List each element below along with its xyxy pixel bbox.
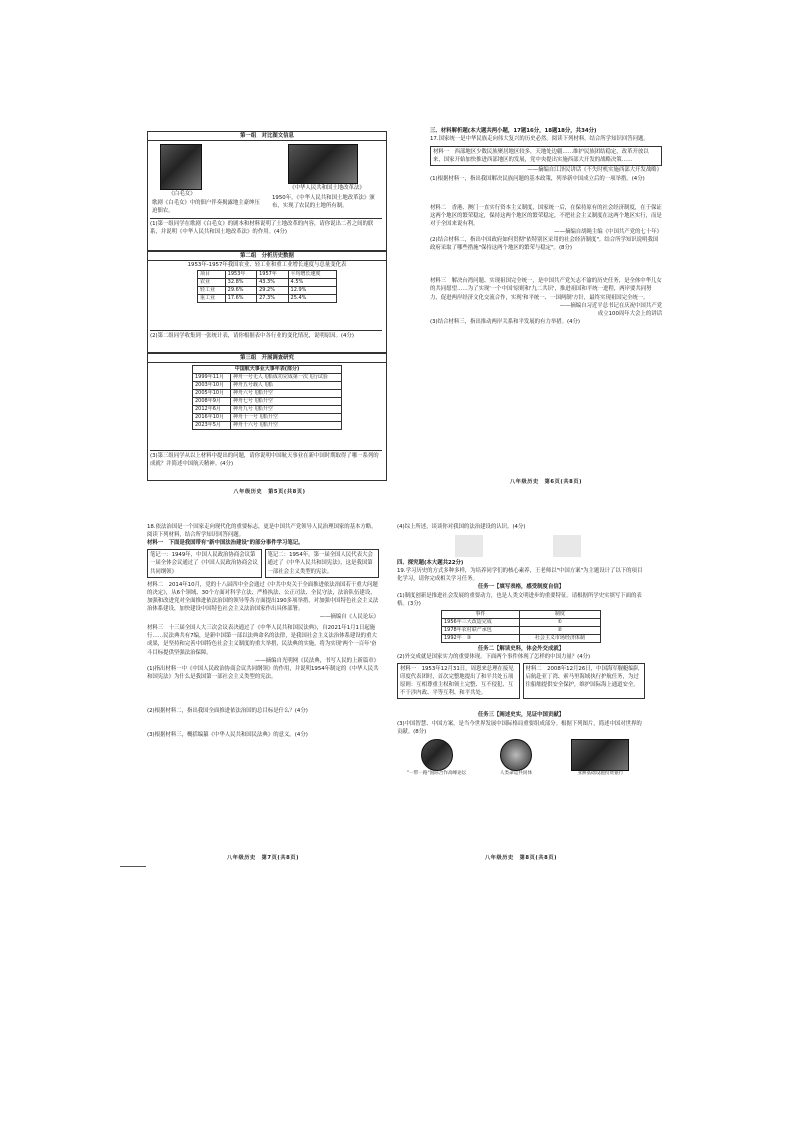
material-1-title: 材料一 下面是我国带有"新中国法治建设"的部分事件学习笔记。 [147, 540, 304, 547]
table-cell: 17.6% [225, 295, 256, 303]
page-6-footer: 八年级历史 第6页(共8页) [509, 479, 583, 486]
material-3-source-1: ——摘编自习近平总书记在庆祝中国共产党 [559, 302, 662, 309]
page-5-footer: 八年级历史 第5页(共8页) [233, 489, 306, 496]
img2-caption: 《中华人民共和国土地改革法》 [289, 185, 365, 191]
question-19: 19.学习历史的方式多种多样，为培养同学们的核心素养，王老师以"中国方案"为主题设计了以下的项目化学习，请你完成相关学习任务。 [397, 568, 643, 583]
belt-road-picture [407, 739, 467, 778]
table-row [193, 422, 342, 430]
material-3-source-2: 成立100周年大会上的讲话 [597, 310, 662, 317]
question-18-1: (1)指出材料一中《中国人民政治协商会议共同纲领》的作用，并说明1954年制定的《中华人民共和国宪法》为什么是我国第一部社会主义类型的宪法。 [147, 665, 379, 680]
table-row [198, 295, 337, 303]
table-header-row [193, 366, 342, 374]
table-cell: 1992年 ③ [442, 634, 520, 642]
table-cell: 32.8% [225, 279, 256, 287]
baimaonu-photo [160, 144, 202, 190]
note-2: 笔记二：1954年，第一届全国人民代表大会通过了《中华人民共和国宪法》，这是我国第一部社会主义类型的宪法。 [265, 549, 380, 577]
table-cell: 轻工业 [198, 287, 226, 295]
section-3-heading: 三、材料解析题(本大题共两小题，17题16分，18题18分，共34分) [430, 128, 597, 134]
table-row [442, 626, 601, 634]
diplomacy-materials [397, 663, 645, 699]
question-17-1: (1)根据材料一，指出我国解决民族问题的基本政策，列举新中国成立后的一项举措。(4分) [430, 175, 645, 182]
table-cell: 神舟六号飞船升空 [230, 390, 341, 398]
table-header-row [198, 271, 337, 279]
group3-box [147, 353, 387, 481]
table-cell: 2008年9月 [193, 398, 231, 406]
table-header-cell: 1953年 [225, 271, 256, 279]
task-2-title: 任务二【解读史料，体会外交成就】 [477, 645, 565, 652]
table-cell: 2016年10月 [193, 414, 231, 422]
img1-note: 歌剧《白毛女》中的佃户伴奏揭露地主豪绅压迫佃农。 [152, 200, 260, 215]
land-reform-photo [288, 144, 358, 184]
group2-title: 第二组 分析历史数据 [148, 252, 386, 261]
table-header-cell: 事件 [442, 610, 520, 618]
page-7-footer: 八年级历史 第7页(共8页) [226, 855, 300, 862]
table-cell: ① [519, 618, 600, 626]
faded-image-right [553, 535, 581, 557]
picture-caption-3: 亚洲基础设施投资银行 [577, 770, 624, 776]
question-18: 18.依法治国是一个国家走向现代化的重要标志，更是中国共产党领导人民治理国家的基本方略。阅读下列材料，结合所学知识回答问题。 [147, 524, 377, 539]
table-cell: 神舟五号载人飞船 [230, 382, 341, 390]
table-header-cell: 制度 [519, 610, 600, 618]
page-5 [147, 127, 392, 497]
question-18-4: (4)综上所述，谈谈你对我国的法治建设的认识。(4分) [397, 524, 526, 530]
scan-mark [120, 866, 146, 867]
table-cell: 29.6% [225, 287, 256, 295]
table-cell: 4.5% [288, 279, 336, 287]
table-row [442, 634, 601, 642]
table-row [193, 374, 342, 382]
question-19-1: (1)制度创新是推进社会发展的重要动力，也是人类文明进步的重要特征。请根据所学史实填写下面的表格。(3分) [397, 592, 642, 607]
material-1: 材料一 西部地区少数民族聚居地区较多，天地处边疆……维护民族团结稳定，改革开放以来，国家开始加快推进西部地区的发展，党中央提出实施西部大开发的战略决策…… [433, 149, 649, 164]
table-row [193, 390, 342, 398]
aiib-building-photo [571, 739, 629, 771]
note-1: 笔记一：1949年，中国人民政治协商会议第一届全体会议通过了《中国人民政治协商会议共同纲领》 [147, 549, 262, 577]
page-6 [430, 127, 662, 487]
question-3: (3)第三组同学从以上材料中提出的问题，请你说明中国航天事业在新中国时期取得了哪一系列的成就？并简述中国航天精神。(4分) [150, 450, 382, 468]
material-2: 材料二 2014年10月，党的十八届四中全会通过《中共中央关于全面推进依法治国若干重大问题的决定》，从6个领域、30个方面对科学立法、严格执法、公正司法、全民守法，法治队伍建设，加强和改进党对全面推进依法治国的领导等各方面提出190多项举措，对加强中国特色社会主义法治体系建设，加快建设中国特色社会主义法治国家作出具体部署。 [147, 581, 379, 612]
material-3: 材料三 十三届全国人大三次会议表决通过了《中华人民共和国民法典》，自2021年1月1日起施行……民法典共有7编，是新中国第一部以法典命名的法律，是我国社会主义法治体系建设的重大成果，是坚持和完善中国特色社会主义制度的重大举措，民法典的实施，将为实现'两个一百年'奋斗目标提供坚强法治保障。 [147, 625, 377, 656]
table-cell: 2012年6月 [193, 406, 231, 414]
material-1-source: ——摘编自江泽民讲话《不失时机实施西部大开发战略》 [527, 167, 662, 174]
table-cell: 社会主义市场经济体制 [519, 634, 600, 642]
table-cell: 2005年10月 [193, 390, 231, 398]
belt-road-logo-icon [421, 739, 453, 771]
table-cell: 1956年三大改造完成 [442, 618, 520, 626]
img2-note: 1950年，《中华人民共和国土地改革法》颁布，实现了农民的土地所有制。 [272, 195, 375, 210]
notes-row [147, 549, 379, 577]
table-cell: 神舟七号飞船升空 [230, 398, 341, 406]
faded-image-left [455, 535, 483, 557]
question-17: 17.国家统一是中华民族走向伟大复兴的历史必然。阅读下列材料，结合所学知识回答问题。 [430, 136, 649, 143]
material-2-source: ——摘编自《人民论坛》 [319, 614, 379, 621]
question-17-2: (2)结合材料二，指出中国政府如何贯彻"依特别区采用的社会经济制度"。结合所学知识说明我国政府采取了哪些措施"保持这两个地区的繁荣与稳定"。(8分) [430, 237, 659, 252]
question-19-3: (3)中国智慧、中国方案，是当今世界发展中国际格局重要组成部分。根据下列图片，简述中国对世界的贡献。(8分) [397, 720, 642, 735]
table-cell: 1978年农村联产承包 [442, 626, 520, 634]
table-cell: 43.3% [257, 279, 288, 287]
table-cell: 12.9% [288, 287, 336, 295]
table-row [193, 414, 342, 422]
space-timeline-table [192, 365, 342, 430]
question-1: (1)第一组同学在歌剧《白毛女》的剧本和材料说明了土地改革的内容，请你说出二者之间的联系，并说明《中华人民共和国土地改革法》的作用。(4分) [150, 218, 382, 236]
growth-table [197, 270, 337, 303]
table-row [193, 406, 342, 414]
table-row [442, 618, 601, 626]
group1-box [147, 131, 387, 251]
table-caption: 1953年-1957年我国农业、轻工业和重工业增长速度与总量变化表 [187, 262, 347, 269]
table-cell: 神舟九号飞船升空 [230, 406, 341, 414]
img1-caption: 《白毛女》 [168, 191, 196, 197]
table-cell: 重工业 [198, 295, 226, 303]
table-row [198, 287, 337, 295]
page-8 [397, 523, 645, 863]
table-cell: 29.2% [257, 287, 288, 295]
question-18-3: (3)根据材料三，概括编纂《中华人民共和国民法典》的意义。(4分) [147, 732, 308, 739]
section-4-heading: 四、探究题(本大题共22分) [397, 560, 464, 567]
material-1-box [430, 146, 662, 166]
table-cell: 神舟十一号飞船升空 [230, 414, 341, 422]
table-cell: 2023年5月 [193, 422, 231, 430]
table-cell: 27.3% [257, 295, 288, 303]
question-17-3: (3)结合材料三，指出推动两岸关系和平发展的有力举措。(4分) [430, 318, 581, 325]
picture-caption-1: "一带一路"国际合作高峰论坛 [406, 770, 467, 776]
table-cell: 农业 [198, 279, 226, 287]
table-cell: 2003年10月 [193, 382, 231, 390]
table-cell: ② [519, 626, 600, 634]
material-3-source: ——摘编自光明网《民法典，书写人民的上新篇章》 [255, 657, 379, 664]
group3-title: 第三组 开展调查研究 [148, 354, 386, 363]
table-cell: 神舟十六号飞船升空 [230, 422, 341, 430]
community-picture [486, 739, 546, 778]
question-18-2: (2)根据材料二，指出我国全面推进依法治国的总目标是什么？(4分) [147, 707, 308, 714]
table-header-row [442, 610, 601, 618]
material-2-source: ——摘编自胡绳主编《中国共产党的七十年》 [554, 228, 662, 235]
diplomacy-material-2: 材料二 2008年12月26日，中国海军舰艇编队启航赴亚丁湾、索马里海域执行护航任务，为过往船舶提供安全保护，维护国际海上通道安全。 [523, 663, 646, 699]
table-cell: 神舟一号无人飞船成功完成第一次飞行试验 [230, 374, 341, 382]
diplomacy-material-1: 材料一 1953年12月31日，周恩来总理在接见印度代表团时，首次完整地提出了和平共处五项原则：互相尊重主权和领土完整、互不侵犯、互不干涉内政、平等互利、和平共处。 [397, 663, 520, 699]
timeline-caption: 中国航天事业大事年表(部分) [193, 366, 342, 374]
globe-icon [500, 739, 532, 771]
question-19-2: (2)外交成就是国家实力的重要体现。下面两个事件体现了怎样的中国力量？(4分) [397, 653, 591, 660]
task-1-title: 任务一【填写表格，感受制度自信】 [477, 584, 565, 591]
faded-images-row [397, 531, 645, 559]
table-header-cell: 项目 [198, 271, 226, 279]
aiib-picture [565, 739, 635, 778]
picture-caption-2: 人类命运共同体 [499, 770, 533, 776]
page-7 [147, 523, 379, 863]
table-row [193, 398, 342, 406]
contribution-pictures [397, 739, 645, 778]
group2-box [147, 251, 387, 353]
system-table [441, 610, 601, 643]
task-3-title: 任务三【阐述史实，见证中国贡献】 [477, 712, 565, 719]
table-header-cell: 1957年 [257, 271, 288, 279]
question-2: (2)第二组同学收集到一张统计表，请你根据表中各行业的变化情况，说明原因。(4分) [150, 330, 382, 340]
table-row [198, 279, 337, 287]
table-header-cell: 平均增长速度 [288, 271, 336, 279]
group1-title: 第一组 对比图文信息 [148, 132, 386, 141]
table-row [193, 382, 342, 390]
material-2: 材料二 香港、澳门一直实行资本主义制度，国家统一后，在保持原有的社会经济制度，在于保证这两个地区的繁荣稳定，保持这两个地区的繁荣稳定，不把社会主义制度在这两个地区实行，而是对于全国来说有利。 [430, 204, 662, 227]
table-cell: 25.4% [288, 295, 336, 303]
table-cell: 1999年11月 [193, 374, 231, 382]
page-8-footer: 八年级历史 第8页(共8页) [484, 855, 558, 862]
material-3: 材料三 解决台湾问题、实现祖国完全统一，是中国共产党矢志不渝的历史任务，是全体中华儿女的共同愿望……为了实现'一个中国'原则和'九二共识'，推进祖国和平统一进程，两岸要共同努力，促进两岸经济文化交流合作，实现'和平统一、一国两制'方针，最终实现祖国完全统一。 [430, 278, 662, 301]
